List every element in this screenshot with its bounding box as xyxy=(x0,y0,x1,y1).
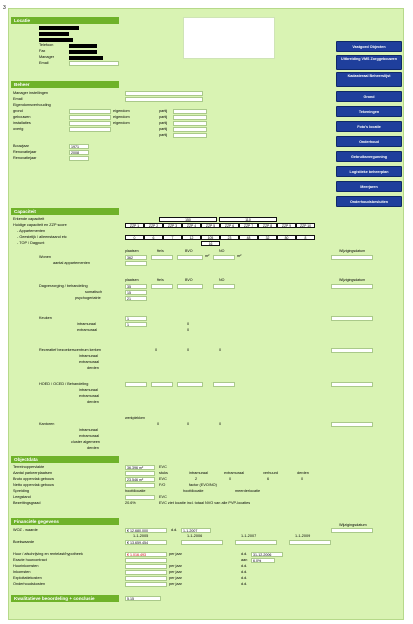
label-geestelijk: - Geestelijk / alleenstaand etc xyxy=(17,235,67,239)
nav-button-6[interactable]: Foto's locatie xyxy=(336,121,402,132)
grond-field[interactable] xyxy=(69,109,111,114)
renovatie-field-2[interactable] xyxy=(69,156,89,161)
head-derden: derden xyxy=(297,471,309,475)
per-jaar-2: per jaar xyxy=(169,570,182,574)
obj-terrein[interactable]: 36.396 m² xyxy=(125,465,155,470)
partij-field-3[interactable] xyxy=(173,127,207,132)
zzp-val-3[interactable]: 7 xyxy=(163,235,182,240)
head-plaatsen-2: plaatsen xyxy=(125,278,139,282)
redacted-address xyxy=(39,32,69,36)
label-kant-intra: intramuraal xyxy=(79,428,98,432)
wonen-bvo[interactable] xyxy=(177,255,203,260)
head-verhuurd: verhuurd xyxy=(263,471,278,475)
label-beheer-0: Manager instellingen xyxy=(13,91,49,95)
obj-mid-2: 6 xyxy=(267,477,270,481)
fin-dd-1: d.d. xyxy=(241,564,248,568)
spreiding-0: hoofdlocatie xyxy=(125,489,146,493)
rec-wijz[interactable] xyxy=(331,348,373,353)
nav-button-7[interactable]: Onderhoud xyxy=(336,136,402,147)
eig-1: eigendom xyxy=(113,115,130,119)
woz-sub-2: 1-1-2007 xyxy=(241,534,257,538)
label-top: - TOP / Dagpunt xyxy=(17,241,45,245)
label-wonen: Wonen xyxy=(39,255,51,259)
label-renovatie-1: Renovatiejaar xyxy=(13,150,37,154)
section-objectdata: Objectdata xyxy=(11,456,119,463)
woz-date[interactable]: 1-1-2007 xyxy=(181,528,211,533)
head-no-2: NO xyxy=(219,278,225,282)
label-rec-intra: intramuraal xyxy=(79,354,98,358)
label-psychogeriatrie: psychogeriatrie xyxy=(75,296,101,300)
label-kantoren: Kantoren xyxy=(39,422,55,426)
group-150: 150 xyxy=(159,217,217,222)
redacted-phone xyxy=(69,44,97,48)
boekw-field-3[interactable] xyxy=(235,540,277,545)
nav-button-2[interactable]: Uitbreiding VMS Zorggebouwen xyxy=(336,55,402,70)
zzp-head-3: ZZP 3 xyxy=(163,223,182,228)
obj-leegstand[interactable] xyxy=(125,495,155,500)
head-werkplekken: werkplekken xyxy=(125,416,145,420)
wonen-plaatsen[interactable]: 362 xyxy=(125,255,147,260)
label-obj-0: Terreinoppervlakte xyxy=(13,465,45,469)
exacte-field[interactable] xyxy=(125,558,167,563)
per-jaar-4: per jaar xyxy=(169,582,182,586)
hoed-no[interactable] xyxy=(213,382,235,387)
label-beheer-2: Eigendomsverhouding xyxy=(13,103,51,107)
nav-button-8[interactable]: Gebruiksvergunning xyxy=(336,151,402,162)
obj-note: EVC ziet locatie incl. totaal NVO van alle PVP-locaties xyxy=(159,501,251,505)
label-renovatie-2: Renovatiejaar xyxy=(13,156,37,160)
bouwjaar-field[interactable]: 1971 xyxy=(69,144,89,149)
head-bvo-1: BVO xyxy=(185,249,193,253)
head-extra: extramuraal xyxy=(224,471,245,475)
email-field[interactable] xyxy=(69,61,119,66)
overig-field[interactable] xyxy=(69,127,111,132)
boekw-field-4[interactable] xyxy=(289,540,331,545)
kant-zero-3: 0 xyxy=(219,422,222,426)
head-wijz-2: Wijzigingsdatum xyxy=(339,278,366,282)
label-hoed-derden: derden xyxy=(87,400,99,404)
eig-2: eigendom xyxy=(113,121,130,125)
woz-dd: d.d. xyxy=(171,528,178,532)
label-beheer-4: gebouwen xyxy=(13,115,31,119)
exploitatie-field[interactable] xyxy=(125,576,167,581)
redacted-name xyxy=(39,26,79,30)
nav-button-5[interactable]: Tekeningen xyxy=(336,106,402,117)
keuken-zero-2: 0 xyxy=(187,328,190,332)
partij-field-1[interactable] xyxy=(173,115,207,120)
label-aantal-app: aantal appartementen xyxy=(53,261,90,265)
unit-evc-2: EVC xyxy=(159,495,167,499)
label-hoed: HOED / OCED / Behandeling xyxy=(39,382,89,386)
partij-2: partij xyxy=(159,121,168,125)
partij-3: partij xyxy=(159,127,168,131)
zzp-head-5: ZZP 5 xyxy=(201,223,220,228)
zzp-head-4: ZZP 4 xyxy=(182,223,201,228)
keuken-intra[interactable]: 1 xyxy=(125,322,147,327)
label-beheer-5: installaties xyxy=(13,121,31,125)
keuken-plaatsen[interactable]: 1 xyxy=(125,316,147,321)
woz-field[interactable]: € 12.680.000 xyxy=(125,528,167,533)
manager-field[interactable] xyxy=(125,91,203,96)
nav-button-11[interactable]: Onderhoudsbesluiten xyxy=(336,196,402,207)
redacted-city xyxy=(39,38,73,42)
per-jaar-1: per jaar xyxy=(169,564,182,568)
zzp-val-9[interactable]: 80 xyxy=(277,235,296,240)
fin-dd-3: d.d. xyxy=(241,576,248,580)
nav-button-3[interactable]: Kadasteraal Beheerslijst xyxy=(336,72,402,87)
woz-sub-1: 1-1-2006 xyxy=(187,534,203,538)
fin-dd-2: d.d. xyxy=(241,570,248,574)
obj-bezetting: 20.6% xyxy=(125,501,136,505)
partij-4: partij xyxy=(159,133,168,137)
label-obj-4: Spreiding xyxy=(13,489,30,493)
huur-field[interactable]: € 1.016.493 xyxy=(125,552,167,557)
head-fte-2: fte/s xyxy=(157,278,164,282)
label-keuken-extra: extramuraal xyxy=(77,328,98,332)
wonen-no[interactable] xyxy=(213,255,235,260)
label-onderhoud: Onderhoudskosten xyxy=(13,582,46,586)
zzp-head-10: ZZP 10 xyxy=(296,223,315,228)
fin-dd-field[interactable]: 31-12-2006 xyxy=(251,552,283,557)
label-telefoon: Telefoon xyxy=(39,43,54,47)
kant-zero-2: 0 xyxy=(187,422,190,426)
section-financiele: Financiële gegevens xyxy=(11,518,119,525)
dag-plaatsen[interactable]: 35 xyxy=(125,284,147,289)
location-photo xyxy=(183,17,275,59)
zzp-val-10[interactable]: 8 xyxy=(296,235,315,240)
obj-mid-1: 0 xyxy=(229,477,232,481)
spreiding-2: meerderlocatie xyxy=(235,489,261,493)
partij-1: partij xyxy=(159,115,168,119)
renovatie-field-1[interactable]: 2008 xyxy=(69,150,89,155)
fin-aan-field[interactable]: 6.0% xyxy=(251,558,275,563)
boekw-field[interactable]: € 13.659.454 xyxy=(125,540,167,545)
redacted-fax xyxy=(69,50,97,54)
hoed-plaatsen[interactable] xyxy=(125,382,147,387)
partij-field-0[interactable] xyxy=(173,109,207,114)
kant-wijz[interactable] xyxy=(331,422,373,427)
spreiding-1: hoofdlocatie xyxy=(183,489,204,493)
head-stuks: stuks xyxy=(159,471,168,475)
label-kant-derden: derden xyxy=(87,446,99,450)
inkomsten-field[interactable] xyxy=(125,570,167,575)
obj-bruto[interactable]: 23.546 m² xyxy=(125,477,155,482)
zzp-val-4[interactable]: 12 xyxy=(182,235,201,240)
rec-zero-1: 0 xyxy=(155,348,158,352)
label-beheer-3: grond xyxy=(13,109,23,113)
kant-zero-1: 0 xyxy=(157,422,160,426)
label-hoed-extra: extramuraal xyxy=(79,394,100,398)
top-val[interactable]: 16 xyxy=(201,241,220,246)
label-kant-extra: extramuraal xyxy=(79,434,100,438)
label-erkende: Erkende capaciteit xyxy=(13,217,45,221)
rec-zero-3: 0 xyxy=(219,348,222,352)
label-huurink: Huurinkomsten xyxy=(13,564,39,568)
boekw-field-2[interactable] xyxy=(181,540,223,545)
label-bouwjaar: Bouwjaar xyxy=(13,144,29,148)
label-fo: F/O xyxy=(159,483,166,487)
fin-wijz: Wijzigingsdatum xyxy=(339,523,367,527)
label-dagverzorging: Dagverzorging / behandeling xyxy=(39,284,88,288)
dag-bvo[interactable] xyxy=(177,284,203,289)
eig-0: eigendom xyxy=(113,109,130,113)
label-obj-1: Aantal parkeerplaatsen xyxy=(13,471,53,475)
zzp-val-6[interactable]: 23 xyxy=(220,235,239,240)
label-obj-3: Netto oppervlak gebouw xyxy=(13,483,54,487)
wonen-wijz[interactable] xyxy=(331,255,373,260)
label-obj-6: Bezettingsgraad xyxy=(13,501,41,505)
label-email: Email xyxy=(39,61,49,65)
label-huidige: Huidige capaciteit en ZZP score xyxy=(13,223,67,227)
head-intra: intramuraal xyxy=(189,471,208,475)
installaties-field[interactable] xyxy=(69,121,111,126)
dag-psycho[interactable]: 21 xyxy=(125,296,147,301)
zzp-val-8[interactable]: 32 xyxy=(258,235,277,240)
dag-fte[interactable] xyxy=(151,284,173,289)
label-appartementen: - Appartementen xyxy=(17,229,46,233)
obj-mid-0: 2 xyxy=(195,477,198,481)
head-bvo-2: BVO xyxy=(185,278,193,282)
zzp-head-9: ZZP 9 xyxy=(277,223,296,228)
obj-parkeer[interactable] xyxy=(125,471,155,476)
zzp-val-5[interactable]: 105 xyxy=(201,235,220,240)
label-keuken: Keuken xyxy=(39,316,52,320)
partij-field-2[interactable] xyxy=(173,121,207,126)
dag-somatisch[interactable]: 15 xyxy=(125,290,147,295)
label-rec-derden: derden xyxy=(87,366,99,370)
label-huur: Huur / afschrijving en rentelast/hypotheek xyxy=(13,552,83,556)
woz-sub-3: 1-1-2009 xyxy=(295,534,311,538)
rec-zero-2: 0 xyxy=(187,348,190,352)
huurink-field[interactable] xyxy=(125,564,167,569)
label-obj-2: Bruto oppervlak gebouw xyxy=(13,477,54,481)
partij-field-4[interactable] xyxy=(173,133,207,138)
obj-mid-3: 0 xyxy=(301,477,304,481)
head-no-1: NO xyxy=(219,249,225,253)
label-manager: Manager xyxy=(39,55,54,59)
kwalitatief-field[interactable]: 5.15 xyxy=(125,596,161,601)
woz-sub-0: 1-1-2005 xyxy=(133,534,149,538)
beheer-email-field[interactable] xyxy=(125,97,203,102)
label-keuken-intra: intramuraal xyxy=(77,322,96,326)
label-beheer-1: Email xyxy=(13,97,23,101)
zzp-head-7: ZZP 7 xyxy=(239,223,258,228)
wonen-fte[interactable] xyxy=(151,255,173,260)
label-kant-cluster: cluster algemeen xyxy=(71,440,100,444)
label-boekwaarde: Boekwaarde xyxy=(13,540,35,544)
label-exacte: Exacte huurcontract xyxy=(13,558,47,562)
nav-button-10[interactable]: Meerjaren xyxy=(336,181,402,192)
unit-evc-1: EVC xyxy=(159,477,167,481)
form-sheet xyxy=(8,8,404,620)
label-woz: WOZ - waarde xyxy=(13,528,38,532)
zzp-head-6: ZZP 6 xyxy=(220,223,239,228)
label-exploitatie: Exploitatiekosten xyxy=(13,576,42,580)
label-hoed-intra: intramuraal xyxy=(79,388,98,392)
keuken-zero-1: 0 xyxy=(187,322,190,326)
fin-dd-4: d.d. xyxy=(241,582,248,586)
unit-evc-0: EVC xyxy=(159,465,167,469)
zzp-head-1: ZZP 1 xyxy=(125,223,144,228)
label-inkomsten: Inkomsten xyxy=(13,570,31,574)
per-jaar-3: per jaar xyxy=(169,576,182,580)
hoed-fte[interactable] xyxy=(151,382,173,387)
obj-netto[interactable] xyxy=(125,483,155,488)
wonen-app[interactable] xyxy=(125,261,147,266)
zzp-head-2: ZZP 2 xyxy=(144,223,163,228)
dag-no[interactable] xyxy=(213,284,235,289)
zzp-val-2[interactable]: 6 xyxy=(144,235,163,240)
redacted-manager xyxy=(69,56,103,60)
head-fte-1: fte/s xyxy=(157,249,164,253)
label-recreatie: Recreatief bezoekerscentrum kerken xyxy=(39,348,102,352)
unit-wonen-no: m² xyxy=(237,254,242,258)
nav-button-1[interactable]: Vastgoed Objecten xyxy=(336,41,402,52)
nav-button-4[interactable]: Grond xyxy=(336,91,402,102)
section-capaciteit: Capaciteit xyxy=(11,208,119,215)
page-number: 3 xyxy=(3,5,6,11)
partij-0: partij xyxy=(159,109,168,113)
dag-wijz[interactable] xyxy=(331,284,373,289)
gebouwen-field[interactable] xyxy=(69,115,111,120)
label-beheer-6: overig xyxy=(13,127,24,131)
label-factor: factor (EVO/NO) xyxy=(189,483,217,487)
unit-wonen-bvo: m² xyxy=(205,254,210,258)
nav-button-9[interactable]: Logistieke beheerplan xyxy=(336,166,402,177)
group-110: 110 xyxy=(219,217,277,222)
label-fax: Fax xyxy=(39,49,46,53)
per-jaar-0: per jaar xyxy=(169,552,182,556)
zzp-val-7[interactable]: 48 xyxy=(239,235,258,240)
label-somatisch: somatisch xyxy=(85,290,103,294)
hoed-wijz[interactable] xyxy=(331,382,373,387)
onderhoud-field[interactable] xyxy=(125,582,167,587)
head-plaatsen-1: plaatsen xyxy=(125,249,139,253)
section-kwalitatief: Kwalitatieve beoordeling + conclusie xyxy=(11,595,119,602)
zzp-head-8: ZZP 8 xyxy=(258,223,277,228)
zzp-val-1[interactable]: 0 xyxy=(125,235,144,240)
fin-aan: aan xyxy=(241,558,248,562)
hoed-bvo[interactable] xyxy=(177,382,203,387)
fin-dd: d.d. xyxy=(241,552,248,556)
keuken-wijz[interactable] xyxy=(331,316,373,321)
section-beheer: Beheer xyxy=(11,81,119,88)
woz-wijz[interactable] xyxy=(331,528,373,533)
head-wijz-1: Wijzigingsdatum xyxy=(339,249,366,253)
section-locatie: Locatie xyxy=(11,17,119,24)
label-rec-extra: extramuraal xyxy=(79,360,100,364)
label-obj-5: Leegstand xyxy=(13,495,31,499)
